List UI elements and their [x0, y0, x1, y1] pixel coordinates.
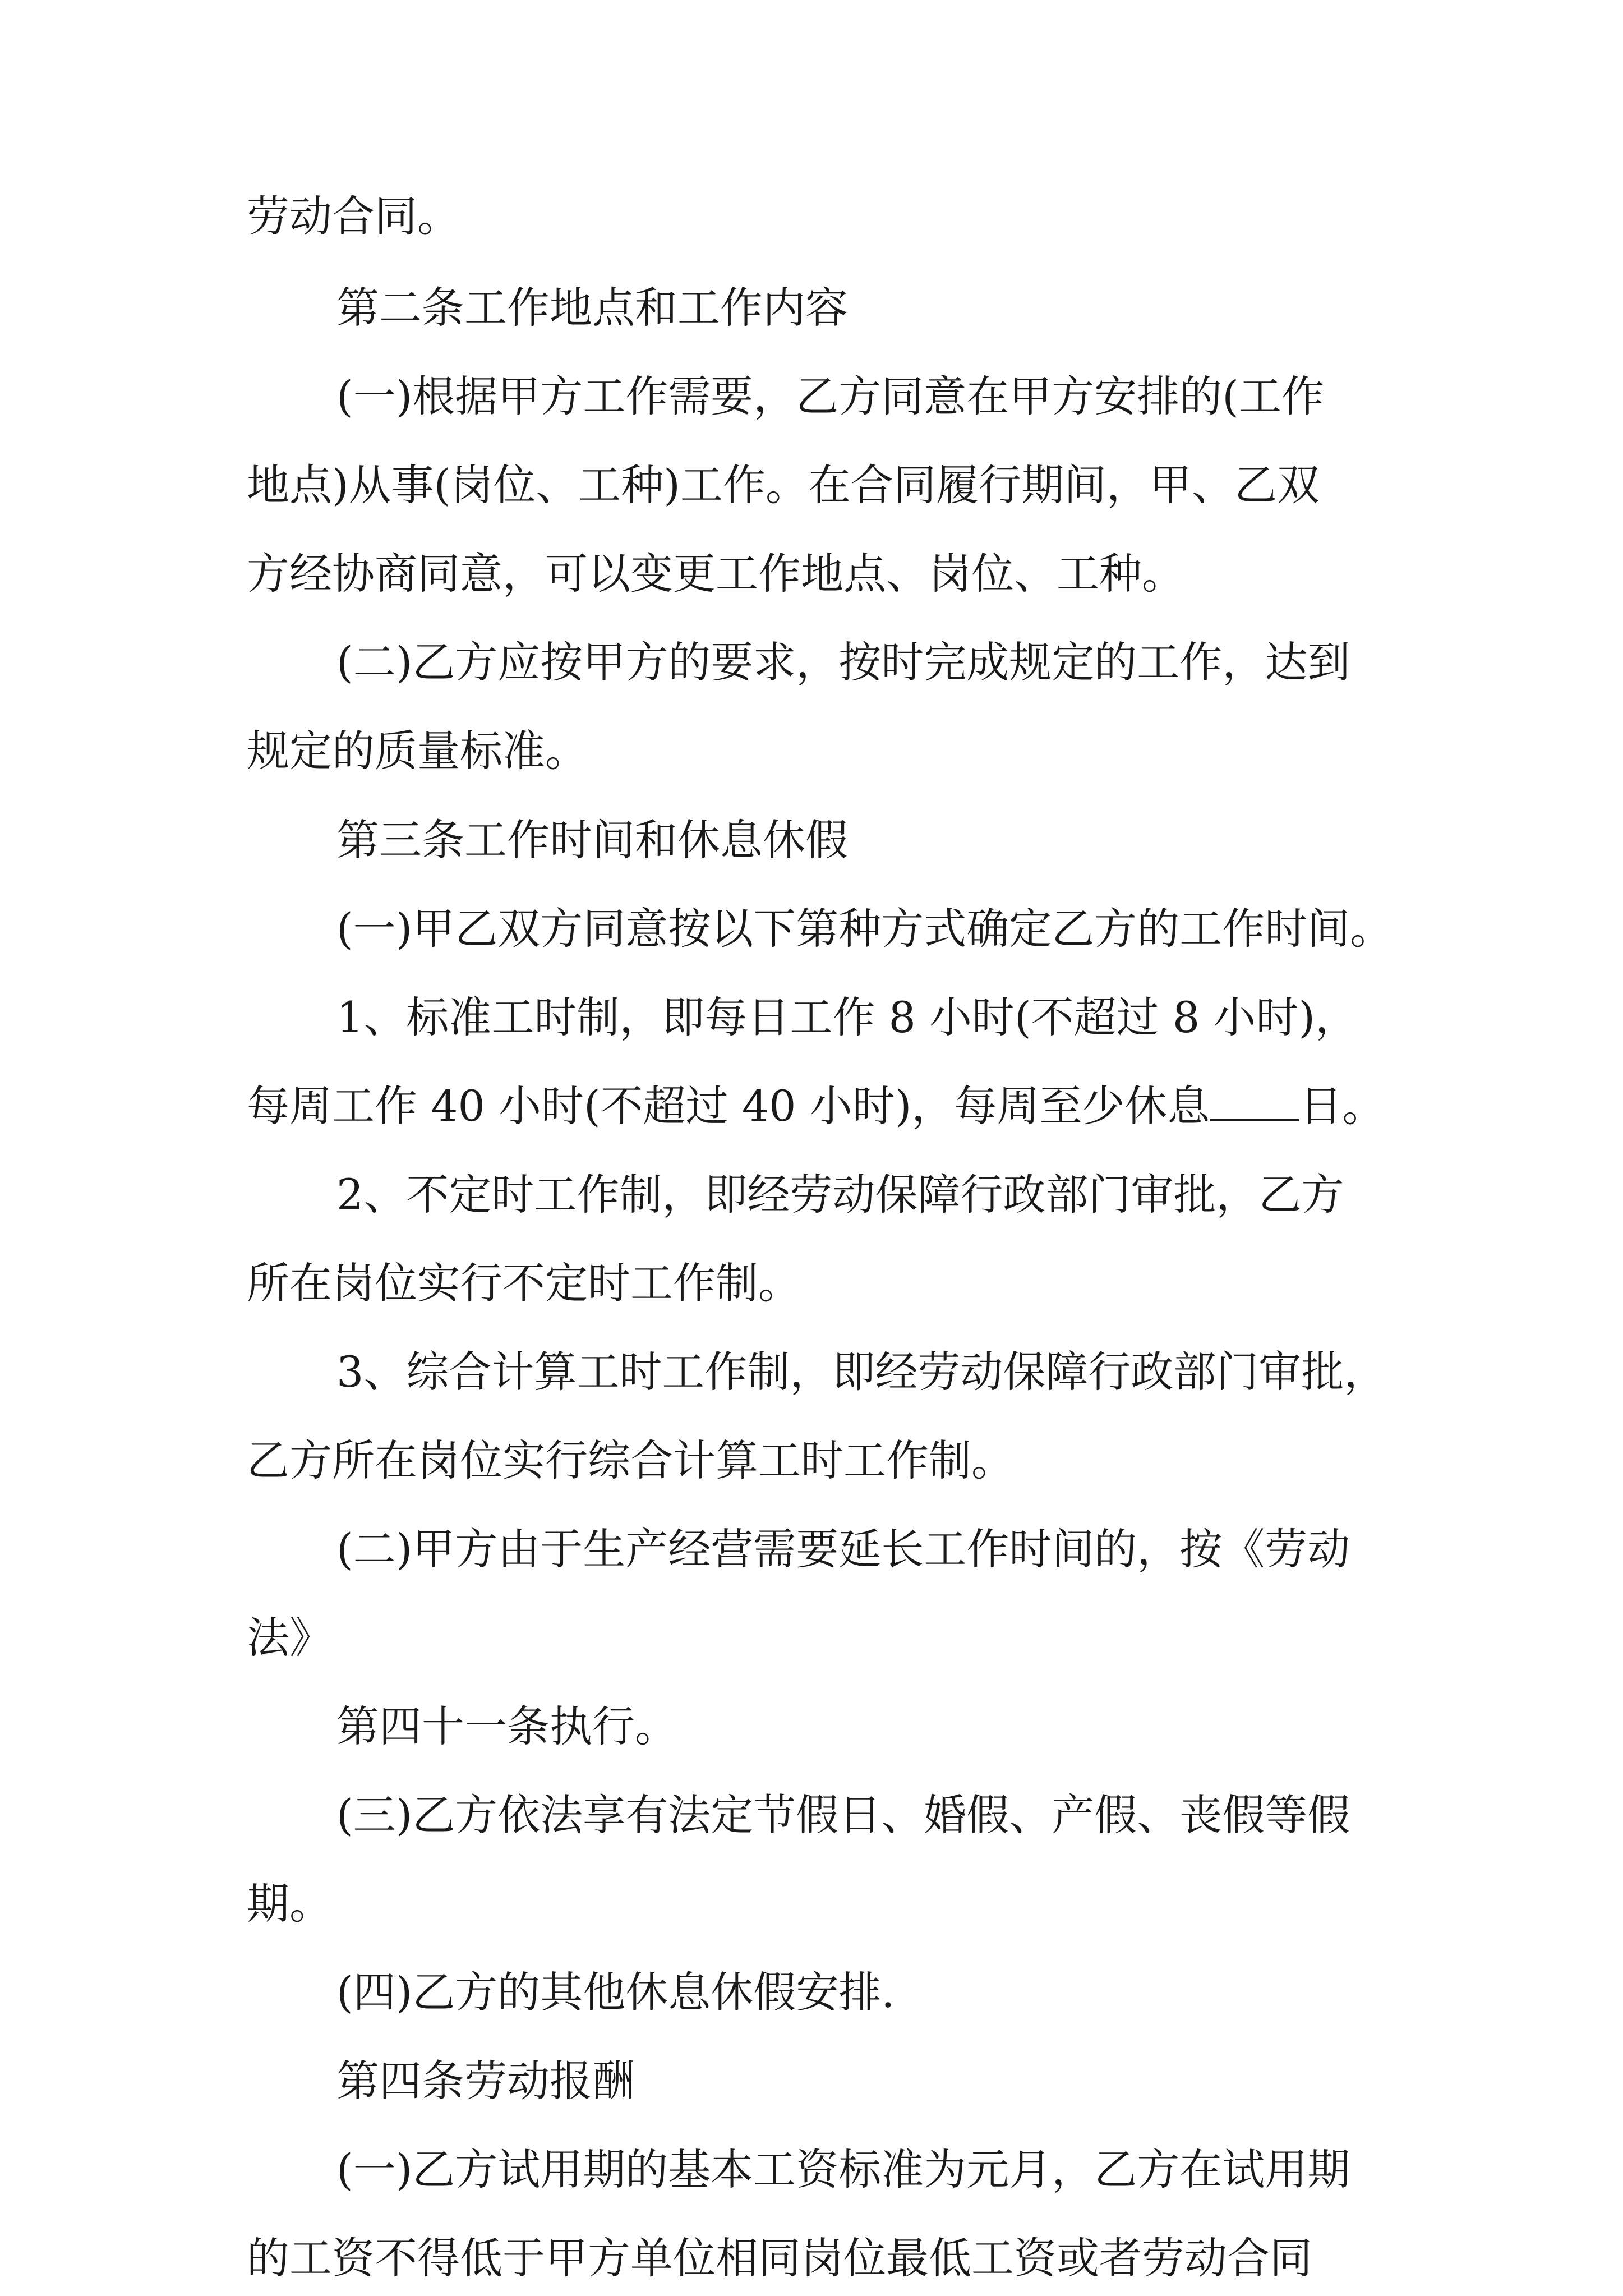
paragraph-line: (一)根据甲方工作需要，乙方同意在甲方安排的(工作 — [336, 371, 1324, 421]
line-text: 日。 — [1299, 1081, 1385, 1131]
paragraph-line: 法》 — [247, 1613, 332, 1663]
paragraph-line: 3、综合计算工时工作制，即经劳动保障行政部门审批， — [336, 1347, 1387, 1397]
paragraph-line: 期。 — [247, 1879, 332, 1929]
paragraph-line: (一)甲乙双方同意按以下第种方式确定乙方的工作时间。 — [336, 904, 1393, 954]
fill-in-blank — [1210, 1085, 1299, 1121]
paragraph-line: 1、标准工时制，即每日工作 8 小时(不超过 8 小时)， — [336, 992, 1358, 1042]
paragraph-line: 2、不定时工作制，即经劳动保障行政部门审批，乙方 — [336, 1170, 1344, 1220]
paragraph-line: 乙方所在岗位实行综合计算工时工作制。 — [247, 1435, 1014, 1485]
paragraph-line: 地点)从事(岗位、工种)工作。在合同履行期间，甲、乙双 — [247, 460, 1320, 510]
paragraph-line: (二)乙方应按甲方的要求，按时完成规定的工作，达到 — [336, 637, 1350, 687]
line-text: 每周工作 40 小时(不超过 40 小时)，每周至少休息 — [247, 1081, 1210, 1131]
article-heading: 第二条工作地点和工作内容 — [336, 283, 848, 333]
article-heading: 第四条劳动报酬 — [336, 2056, 635, 2106]
paragraph-line: 所在岗位实行不定时工作制。 — [247, 1258, 801, 1308]
paragraph-line: 劳动合同。 — [247, 191, 460, 241]
paragraph-line: (三)乙方依法享有法定节假日、婚假、产假、丧假等假 — [336, 1790, 1350, 1840]
paragraph-line: 第四十一条执行。 — [336, 1701, 677, 1751]
paragraph-line: (二)甲方由于生产经营需要延长工作时间的，按《劳动 — [336, 1524, 1350, 1574]
paragraph-line: (一)乙方试用期的基本工资标准为元月，乙方在试用期 — [336, 2145, 1350, 2194]
paragraph-line: 方经协商同意，可以变更工作地点、岗位、工种。 — [247, 549, 1184, 599]
paragraph-line — [247, 1083, 1385, 1129]
paragraph-line: (四)乙方的其他休息休假安排. — [336, 1967, 895, 2017]
paragraph-line: 的工资不得低于甲方单位相同岗位最低工资或者劳动合同 — [247, 2233, 1312, 2283]
paragraph-line: 规定的质量标准。 — [247, 726, 588, 776]
article-heading: 第三条工作时间和休息休假 — [336, 815, 848, 865]
